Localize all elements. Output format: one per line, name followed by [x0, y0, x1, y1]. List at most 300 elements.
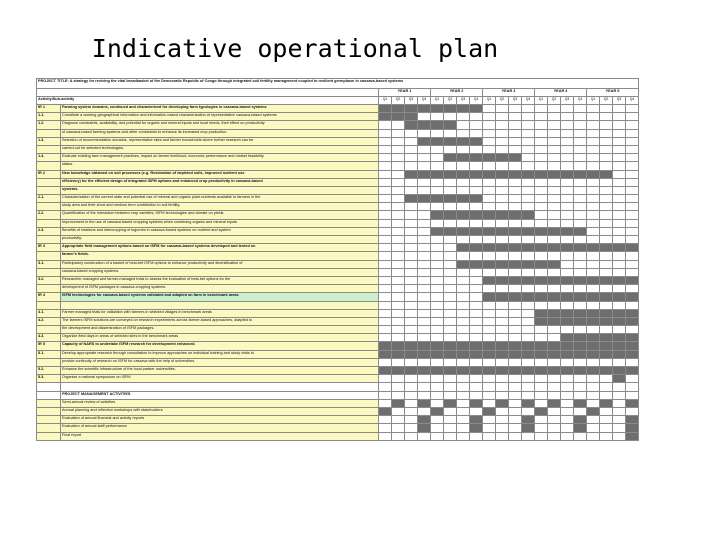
schedule-cell: [574, 137, 587, 145]
schedule-cell: [418, 145, 431, 153]
schedule-cell-active: [483, 211, 496, 219]
schedule-cell: [613, 268, 626, 276]
schedule-cell: [470, 326, 483, 334]
schedule-cell-active: [522, 276, 535, 284]
schedule-cell: [535, 203, 548, 211]
schedule-cell: [522, 309, 535, 317]
schedule-cell: [431, 301, 444, 309]
schedule-cell: [522, 113, 535, 121]
schedule-cell: [626, 358, 639, 366]
schedule-cell: [496, 358, 509, 366]
schedule-cell: [613, 399, 626, 407]
schedule-cell: [522, 317, 535, 325]
activity-row: [37, 145, 639, 153]
activity-number: [37, 301, 61, 309]
year-header-row: [37, 89, 639, 97]
schedule-cell: [561, 129, 574, 137]
schedule-cell: [405, 424, 418, 432]
schedule-cell: [587, 227, 600, 235]
schedule-cell: [561, 178, 574, 186]
schedule-cell-active: [392, 342, 405, 350]
schedule-cell-active: [392, 367, 405, 375]
project-title-row: [37, 79, 639, 89]
schedule-cell: [392, 260, 405, 268]
schedule-cell: [626, 301, 639, 309]
schedule-cell: [522, 186, 535, 194]
schedule-cell: [431, 293, 444, 301]
schedule-cell-active: [587, 170, 600, 178]
schedule-cell: [483, 186, 496, 194]
activity-text: Organize field days in areas of selected sites in the benchmark areas: [61, 334, 379, 342]
schedule-cell-active: [574, 317, 587, 325]
schedule-cell-active: [405, 342, 418, 350]
activity-number: IR 4: [37, 293, 61, 301]
schedule-cell: [574, 301, 587, 309]
schedule-cell: [405, 137, 418, 145]
schedule-cell: [405, 309, 418, 317]
schedule-cell: [587, 416, 600, 424]
schedule-cell-active: [444, 195, 457, 203]
schedule-cell: [405, 301, 418, 309]
schedule-cell: [392, 424, 405, 432]
schedule-cell: [457, 285, 470, 293]
activity-text: Semi-annual review of activities: [61, 399, 379, 407]
schedule-cell-active: [444, 211, 457, 219]
schedule-cell: [600, 424, 613, 432]
schedule-cell-active: [418, 350, 431, 358]
schedule-cell-active: [509, 367, 522, 375]
schedule-cell: [574, 211, 587, 219]
schedule-cell: [379, 203, 392, 211]
schedule-cell: [548, 424, 561, 432]
schedule-cell-active: [535, 244, 548, 252]
schedule-cell: [509, 309, 522, 317]
schedule-cell: [535, 178, 548, 186]
schedule-cell: [405, 276, 418, 284]
schedule-cell: [535, 416, 548, 424]
activity-row: [37, 391, 639, 399]
schedule-cell-active: [379, 407, 392, 415]
schedule-cell: [548, 137, 561, 145]
schedule-cell: [613, 219, 626, 227]
schedule-cell: [444, 391, 457, 399]
schedule-cell-active: [626, 309, 639, 317]
schedule-cell: [535, 268, 548, 276]
schedule-cell: [379, 375, 392, 383]
activity-row: [37, 358, 639, 366]
schedule-cell: [444, 432, 457, 440]
quarter-header: Q4: [574, 97, 587, 105]
activity-row: [37, 154, 639, 162]
schedule-cell: [392, 211, 405, 219]
schedule-cell: [548, 326, 561, 334]
activity-text: Organize a national symposium on ISFM: [61, 375, 379, 383]
schedule-cell-active: [418, 170, 431, 178]
schedule-cell-active: [522, 293, 535, 301]
schedule-cell: [392, 162, 405, 170]
activity-number: IR 3: [37, 244, 61, 252]
schedule-cell: [431, 162, 444, 170]
schedule-cell-active: [496, 276, 509, 284]
schedule-cell-active: [483, 293, 496, 301]
schedule-cell: [548, 432, 561, 440]
schedule-cell-active: [470, 195, 483, 203]
schedule-cell: [574, 252, 587, 260]
schedule-cell: [561, 105, 574, 113]
schedule-cell: [587, 285, 600, 293]
schedule-cell: [522, 154, 535, 162]
schedule-cell: [431, 276, 444, 284]
schedule-cell: [405, 186, 418, 194]
schedule-cell: [522, 121, 535, 129]
schedule-cell-active: [600, 170, 613, 178]
schedule-cell: [405, 358, 418, 366]
schedule-cell: [587, 326, 600, 334]
schedule-cell: [535, 154, 548, 162]
year-header: YEAR 5: [587, 89, 639, 97]
activity-number: [37, 186, 61, 194]
schedule-cell: [444, 326, 457, 334]
schedule-cell: [574, 162, 587, 170]
schedule-cell: [613, 170, 626, 178]
schedule-cell: [613, 391, 626, 399]
quarter-header: Q1: [535, 97, 548, 105]
schedule-cell: [613, 203, 626, 211]
schedule-cell: [379, 293, 392, 301]
schedule-cell: [535, 211, 548, 219]
schedule-cell: [483, 326, 496, 334]
schedule-cell: [561, 416, 574, 424]
schedule-cell: [457, 162, 470, 170]
schedule-cell: [379, 276, 392, 284]
schedule-cell: [600, 407, 613, 415]
schedule-cell: [509, 203, 522, 211]
schedule-cell: [418, 203, 431, 211]
schedule-cell: [379, 301, 392, 309]
schedule-cell: [496, 252, 509, 260]
schedule-cell: [392, 358, 405, 366]
schedule-cell-active: [470, 350, 483, 358]
schedule-cell-active: [470, 424, 483, 432]
schedule-cell: [522, 236, 535, 244]
schedule-cell: [483, 113, 496, 121]
activity-row: [37, 260, 639, 268]
schedule-cell-active: [626, 424, 639, 432]
activity-number: 5.3.: [37, 375, 61, 383]
schedule-cell-active: [626, 276, 639, 284]
schedule-cell-active: [444, 154, 457, 162]
schedule-cell: [418, 334, 431, 342]
schedule-cell: [457, 145, 470, 153]
schedule-cell: [483, 195, 496, 203]
schedule-cell-active: [496, 367, 509, 375]
schedule-cell: [561, 268, 574, 276]
schedule-cell: [535, 326, 548, 334]
schedule-cell: [509, 195, 522, 203]
quarter-header: Q1: [587, 97, 600, 105]
schedule-cell-active: [574, 367, 587, 375]
schedule-cell-active: [535, 407, 548, 415]
schedule-cell-active: [444, 342, 457, 350]
schedule-cell-active: [561, 244, 574, 252]
schedule-cell-active: [522, 367, 535, 375]
schedule-cell: [548, 416, 561, 424]
schedule-cell: [392, 285, 405, 293]
schedule-cell: [522, 432, 535, 440]
schedule-cell: [418, 383, 431, 391]
schedule-cell: [535, 285, 548, 293]
schedule-cell: [548, 391, 561, 399]
schedule-cell: [392, 252, 405, 260]
schedule-cell: [587, 358, 600, 366]
activity-row: [37, 375, 639, 383]
schedule-cell: [483, 137, 496, 145]
schedule-cell-active: [626, 350, 639, 358]
activity-number: 2.1.: [37, 195, 61, 203]
schedule-cell-active: [600, 293, 613, 301]
schedule-cell: [392, 326, 405, 334]
schedule-cell-active: [626, 432, 639, 440]
schedule-cell-active: [626, 293, 639, 301]
schedule-cell: [548, 301, 561, 309]
activity-row: [37, 268, 639, 276]
schedule-cell: [574, 391, 587, 399]
schedule-cell-active: [509, 260, 522, 268]
schedule-cell-active: [483, 342, 496, 350]
schedule-cell-active: [431, 105, 444, 113]
schedule-cell: [457, 301, 470, 309]
schedule-cell-active: [496, 260, 509, 268]
schedule-cell: [444, 113, 457, 121]
schedule-cell: [587, 105, 600, 113]
schedule-cell: [613, 113, 626, 121]
schedule-cell: [405, 326, 418, 334]
schedule-cell: [587, 301, 600, 309]
schedule-cell: [483, 145, 496, 153]
schedule-cell: [431, 154, 444, 162]
schedule-cell: [509, 383, 522, 391]
schedule-cell: [392, 137, 405, 145]
schedule-cell-active: [470, 211, 483, 219]
schedule-cell: [470, 178, 483, 186]
schedule-cell: [522, 105, 535, 113]
schedule-cell: [548, 145, 561, 153]
activity-number: [37, 203, 61, 211]
schedule-cell: [587, 162, 600, 170]
schedule-cell-active: [457, 244, 470, 252]
schedule-cell: [509, 424, 522, 432]
quarter-header: Q3: [561, 97, 574, 105]
schedule-cell: [418, 244, 431, 252]
schedule-cell: [613, 186, 626, 194]
activity-number: [37, 129, 61, 137]
schedule-cell: [600, 186, 613, 194]
schedule-cell: [535, 301, 548, 309]
schedule-cell: [600, 121, 613, 129]
schedule-cell: [587, 236, 600, 244]
schedule-cell: [444, 268, 457, 276]
schedule-cell-active: [470, 416, 483, 424]
schedule-cell: [522, 375, 535, 383]
schedule-cell: [613, 252, 626, 260]
schedule-cell: [496, 317, 509, 325]
activity-row: [37, 252, 639, 260]
activity-number: [37, 178, 61, 186]
schedule-cell: [405, 162, 418, 170]
schedule-cell: [561, 399, 574, 407]
schedule-cell: [470, 375, 483, 383]
schedule-cell: [574, 113, 587, 121]
schedule-cell: [457, 399, 470, 407]
schedule-cell: [418, 219, 431, 227]
activity-row: [37, 195, 639, 203]
year-header: YEAR 4: [535, 89, 587, 97]
schedule-cell: [548, 154, 561, 162]
activity-text: Selection of recommendation domains, representative sites and farmer households where further research can be: [61, 137, 379, 145]
schedule-cell: [405, 145, 418, 153]
schedule-cell-active: [626, 416, 639, 424]
quarter-header: Q4: [626, 97, 639, 105]
activity-number: 5.2.: [37, 367, 61, 375]
schedule-cell-active: [457, 211, 470, 219]
schedule-cell: [457, 293, 470, 301]
quarter-header: Q1: [483, 97, 496, 105]
schedule-cell: [431, 399, 444, 407]
activity-number: [37, 383, 61, 391]
schedule-cell-active: [548, 342, 561, 350]
schedule-cell: [431, 219, 444, 227]
schedule-cell: [470, 301, 483, 309]
schedule-cell: [470, 276, 483, 284]
schedule-cell: [405, 334, 418, 342]
activity-text: Constitute a working geographical information and information-based characterization of representative cassava-based systems: [61, 113, 379, 121]
schedule-cell: [535, 137, 548, 145]
activity-number: [37, 236, 61, 244]
schedule-cell-active: [600, 317, 613, 325]
schedule-cell: [535, 121, 548, 129]
schedule-cell: [457, 432, 470, 440]
schedule-cell-active: [444, 170, 457, 178]
schedule-cell: [496, 195, 509, 203]
schedule-cell-active: [613, 244, 626, 252]
schedule-cell: [470, 293, 483, 301]
activity-text: ISFM technologies for cassava-based systems validated and adapted on farm in benchmark areas: [61, 293, 379, 301]
schedule-cell-active: [470, 137, 483, 145]
schedule-cell: [561, 113, 574, 121]
schedule-cell-active: [574, 424, 587, 432]
activity-text: Diagnose constraints, availability, and potential for organic and mineral inputs and local needs, their effect on productivity: [61, 121, 379, 129]
schedule-cell: [392, 203, 405, 211]
schedule-cell: [496, 391, 509, 399]
schedule-cell: [496, 407, 509, 415]
year-header: YEAR 1: [379, 89, 431, 97]
schedule-cell-active: [587, 350, 600, 358]
schedule-cell: [431, 145, 444, 153]
schedule-cell: [626, 203, 639, 211]
schedule-cell-active: [470, 399, 483, 407]
schedule-cell-active: [496, 227, 509, 235]
schedule-cell-active: [418, 342, 431, 350]
schedule-cell: [483, 309, 496, 317]
schedule-cell-active: [548, 260, 561, 268]
activity-row: [37, 309, 639, 317]
schedule-cell-active: [470, 367, 483, 375]
schedule-cell-active: [548, 317, 561, 325]
schedule-cell: [483, 178, 496, 186]
schedule-cell: [470, 129, 483, 137]
schedule-cell: [392, 121, 405, 129]
activity-row: [37, 326, 639, 334]
activity-number: [37, 326, 61, 334]
schedule-cell: [405, 285, 418, 293]
activity-row: [37, 407, 639, 415]
schedule-cell: [470, 432, 483, 440]
schedule-cell: [613, 211, 626, 219]
schedule-cell: [561, 203, 574, 211]
schedule-cell: [392, 276, 405, 284]
schedule-cell: [496, 129, 509, 137]
operational-plan-table: [36, 78, 639, 441]
schedule-cell: [613, 137, 626, 145]
schedule-cell: [405, 129, 418, 137]
schedule-cell-active: [626, 399, 639, 407]
schedule-cell: [444, 203, 457, 211]
schedule-cell: [457, 268, 470, 276]
schedule-cell: [496, 162, 509, 170]
schedule-cell: [405, 432, 418, 440]
schedule-cell: [574, 219, 587, 227]
schedule-cell: [535, 129, 548, 137]
activity-number: 3.2.: [37, 276, 61, 284]
schedule-cell: [483, 236, 496, 244]
schedule-cell: [457, 219, 470, 227]
schedule-cell: [418, 375, 431, 383]
schedule-cell-active: [522, 424, 535, 432]
schedule-cell: [561, 186, 574, 194]
schedule-cell: [509, 219, 522, 227]
schedule-cell: [600, 162, 613, 170]
schedule-cell: [626, 121, 639, 129]
quarter-header: Q2: [548, 97, 561, 105]
schedule-cell: [392, 432, 405, 440]
activity-row: [37, 285, 639, 293]
schedule-cell-active: [561, 342, 574, 350]
schedule-cell: [379, 399, 392, 407]
schedule-cell: [483, 358, 496, 366]
schedule-cell-active: [444, 399, 457, 407]
activity-row: [37, 162, 639, 170]
schedule-cell: [379, 162, 392, 170]
schedule-cell-active: [574, 170, 587, 178]
schedule-cell: [379, 416, 392, 424]
schedule-cell: [496, 121, 509, 129]
schedule-cell: [548, 129, 561, 137]
schedule-cell: [392, 301, 405, 309]
schedule-cell: [392, 227, 405, 235]
activity-row: [37, 317, 639, 325]
schedule-cell: [405, 244, 418, 252]
activity-number: IR 2: [37, 170, 61, 178]
schedule-cell: [587, 211, 600, 219]
schedule-cell: [626, 154, 639, 162]
quarter-header: Q4: [470, 97, 483, 105]
schedule-cell: [613, 407, 626, 415]
schedule-cell: [613, 326, 626, 334]
schedule-cell: [548, 383, 561, 391]
schedule-cell: [522, 285, 535, 293]
schedule-cell: [574, 145, 587, 153]
schedule-cell: [496, 178, 509, 186]
